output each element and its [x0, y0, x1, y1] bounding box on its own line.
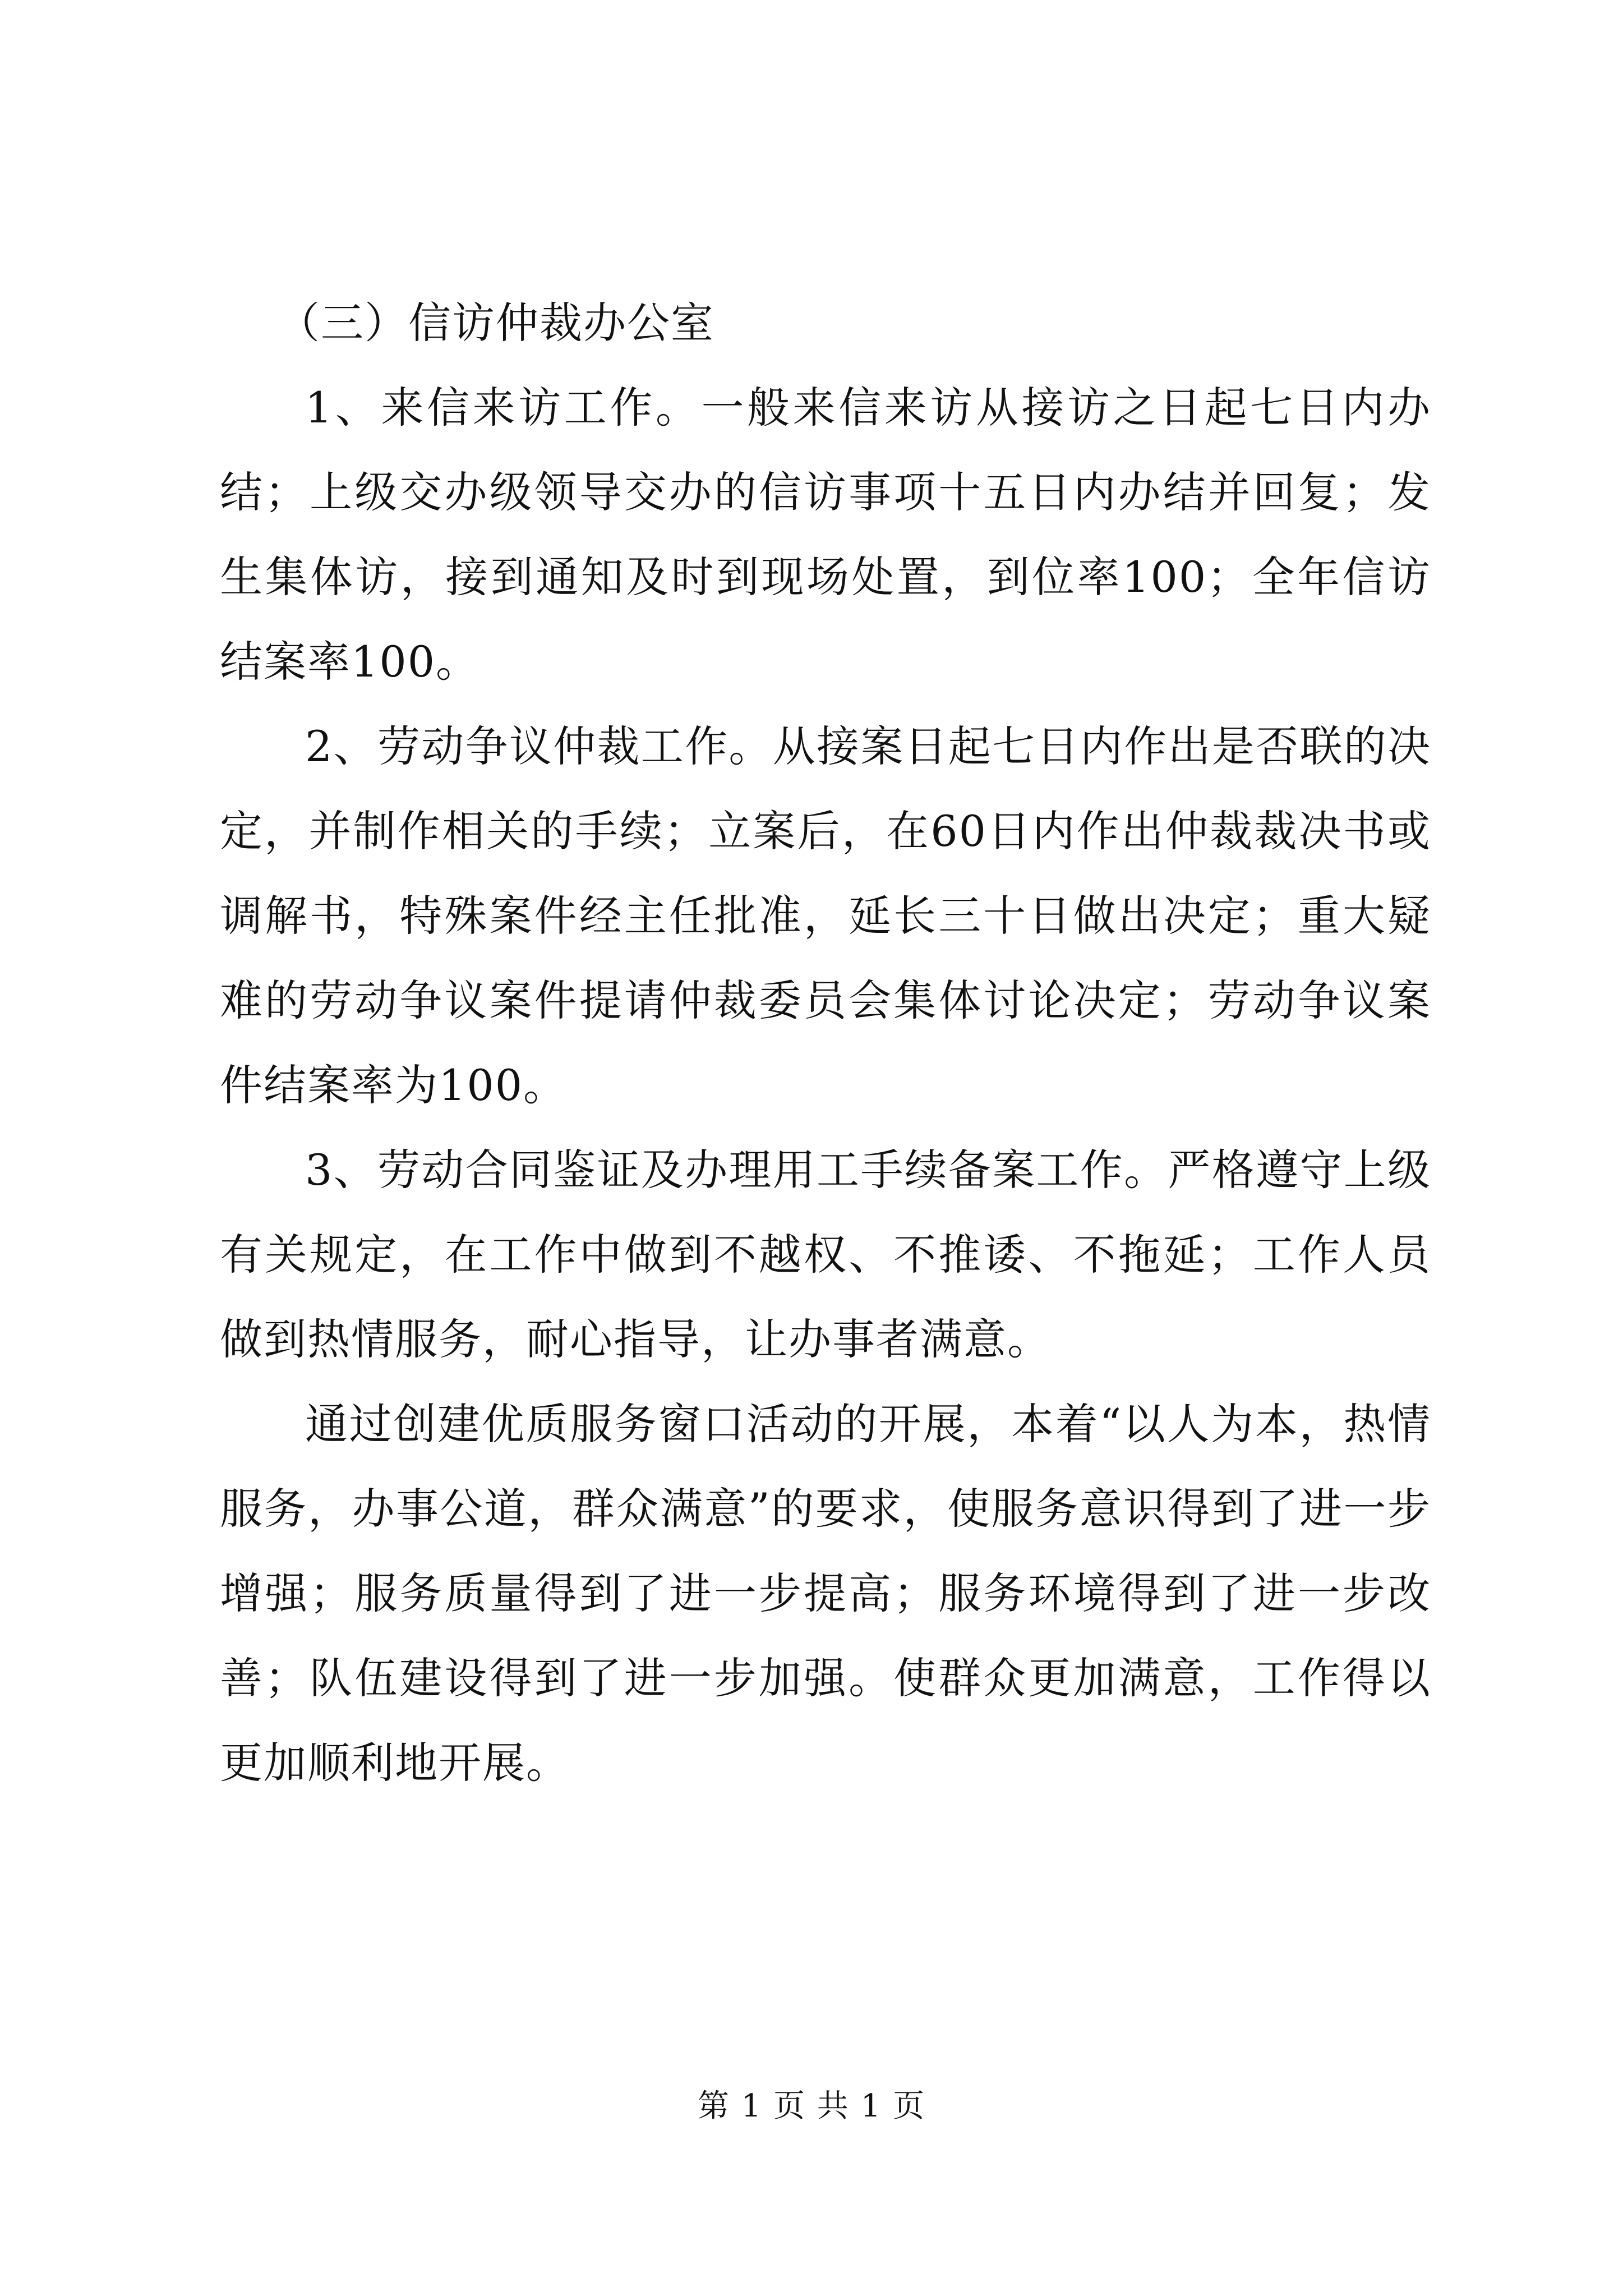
paragraph-petition-work: 1、来信来访工作。一般来信来访从接访之日起七日内办结；上级交办级领导交办的信访事项十五日内办结并回复；发生集体访，接到通知及时到现场处置，到位率100；全年信访结案率100。	[220, 383, 1431, 687]
paragraph-contract-work: 3、劳动合同鉴证及办理用工手续备案工作。严格遵守上级有关规定，在工作中做到不越权、不推诿、不拖延；工作人员做到热情服务，耐心指导，让办事者满意。	[220, 1145, 1431, 1364]
document-body	[220, 280, 1431, 1805]
section-heading: （三）信访仲裁办公室	[277, 298, 714, 348]
paragraph-summary: 通过创建优质服务窗口活动的开展，本着“以人为本，热情服务，办事公道，群众满意”的要求，使服务意识得到了进一步增强；服务质量得到了进一步提高；服务环境得到了进一步改善；队伍建设得到了进一步加强。使群众更加满意，工作得以更加顺利地开展。	[220, 1399, 1431, 1788]
page-number-footer: 第 1 页 共 1 页	[697, 2088, 926, 2124]
paragraph-arbitration-work: 2、劳动争议仲裁工作。从接案日起七日内作出是否联的决定，并制作相关的手续；立案后，在60日内作出仲裁裁决书或调解书，特殊案件经主任批准，延长三十日做出决定；重大疑难的劳动争议案件提请仲裁委员会集体讨论决定；劳动争议案件结案率为100。	[220, 721, 1431, 1110]
